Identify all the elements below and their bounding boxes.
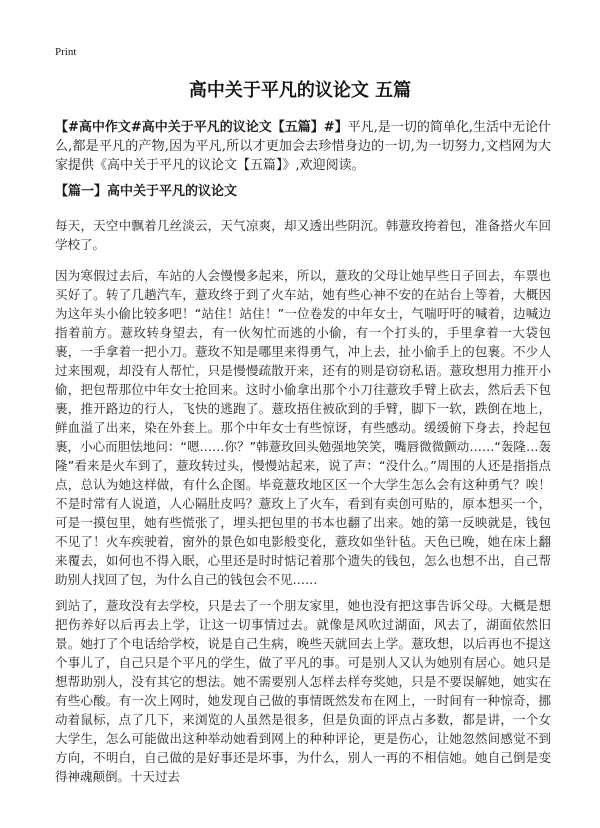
intro-tag: 【#高中作文#高中关于平凡的议论文【五篇】#】 (55, 120, 348, 135)
section-heading: 【篇一】高中关于平凡的议论文 (55, 184, 238, 199)
body-paragraph-2: 因为寒假过去后，车站的人会慢慢多起来，所以，薏玫的父母让她早些日子回去，车票也买好了。转了几趟汽车，薏玫终于到了火车站，她有些心神不安的在站台上等着，大概因为这年头小偷比较多吧！“站住！站住！”一位卷发的中年女士，气喘吁吁的喊着，边喊边指着前方。薏玫转身望去，有一伙匆忙而逃的小偷，有一个打头的，手里拿着一大袋包裹，一手拿着一把小刀。薏玫不知是哪里来得勇气，冲上去，扯小偷手上的包裹。不少人过来围观，却没有人帮忙，只是慢慢疏散开来，还有的则是窃窃私语。薏玫想用力推开小偷，把包帮那位中年女士抢回来。这时小偷拿出那个小刀往薏玫手臂上砍去，然后丢下包裹，推开路边的行人，飞快的逃跑了。薏玫捂住被砍到的手臂，脚下一软，跌倒在地上，鲜血溢了出来，染在外套上。那个中年女士有些惊讶，有些感动。缓缓俯下身去，拎起包裹，小心而胆怯地问：“嗯……你？”韩薏玫回头勉强地笑笑，嘴唇微微颤动……“轰隆…轰隆”看来是火车到了，薏玫转过头，慢慢站起来，说了声：“没什么。”周围的人还是指指点点，总认为她这样做，有什么企图。毕竟薏玫地区区一个大学生怎么会有这种勇气？唉！不是时常有人说道，人心隔肚皮吗？薏玫上了火车，看到有卖创可贴的，原本想买一个，可是一摸包里，她有些慌张了，埋头把包里的书本也翻了出来。她的第一反映就是，钱包不见了！火车疾驶着，窗外的景色如电影般变化，薏玫如坐针毡。天色已晚，她在床上翻来覆去，如何也不得入眠，心里还是时时惦记着那个遗失的钱包，怎么也想不出，自己帮助别人找回了包，为什么自己的钱包会不见…… (55, 268, 551, 587)
body-paragraph-3: 到站了，薏玫没有去学校，只是去了一个朋友家里，她也没有把这事告诉父母。大概是想把伤养好以后再去上学，让这一切事情过去。就像是风吹过湖面，风去了，湖面依然旧景。她打了个电话给学校，说是自己生病，晚些天就回去上学。薏玫想，以后再也不提这个事儿了，自己只是个平凡的学生，做了平凡的事。可是别人又认为她别有居心。她只是想帮助别人，没有其它的想法。她不需要别人怎样去样夸奖她，只是不要误解她，她实在有些心酸。有一次上网时，她发现自己做的事情既然发布在网上，一时间有一种惊奇，挪动着鼠标，点了几下，来浏览的人虽然是很多，但是负面的评点占多数，都是讲，一个女大学生，怎么可能做出这种举动她看到网上的种种评论，更是伤心，让她忽然间感觉不到方向，不明白，自己做的是好事还是坏事，为什么，别人一再的不相信她。她自己倒是变得神魂颠倒。十天过去 (55, 598, 551, 784)
page-title: 高中关于平凡的议论文 五篇 (188, 80, 412, 101)
print-link[interactable]: Print (55, 46, 77, 58)
intro-text: 平凡,是一切的简单化,生活中无论什么,都是平凡的产物,因为平凡,所以才更加会去珍惜身边的一切,为一切努力,文档网为大家提供《高中关于平凡的议论文【五篇】》,欢迎阅读。 (55, 120, 552, 173)
body-paragraph-1: 每天，天空中飘着几丝淡云，天气凉爽，却又透出些阴沉。韩薏玫挎着包，准备搭火车回学校了。 (55, 218, 551, 252)
intro-paragraph (55, 118, 551, 175)
